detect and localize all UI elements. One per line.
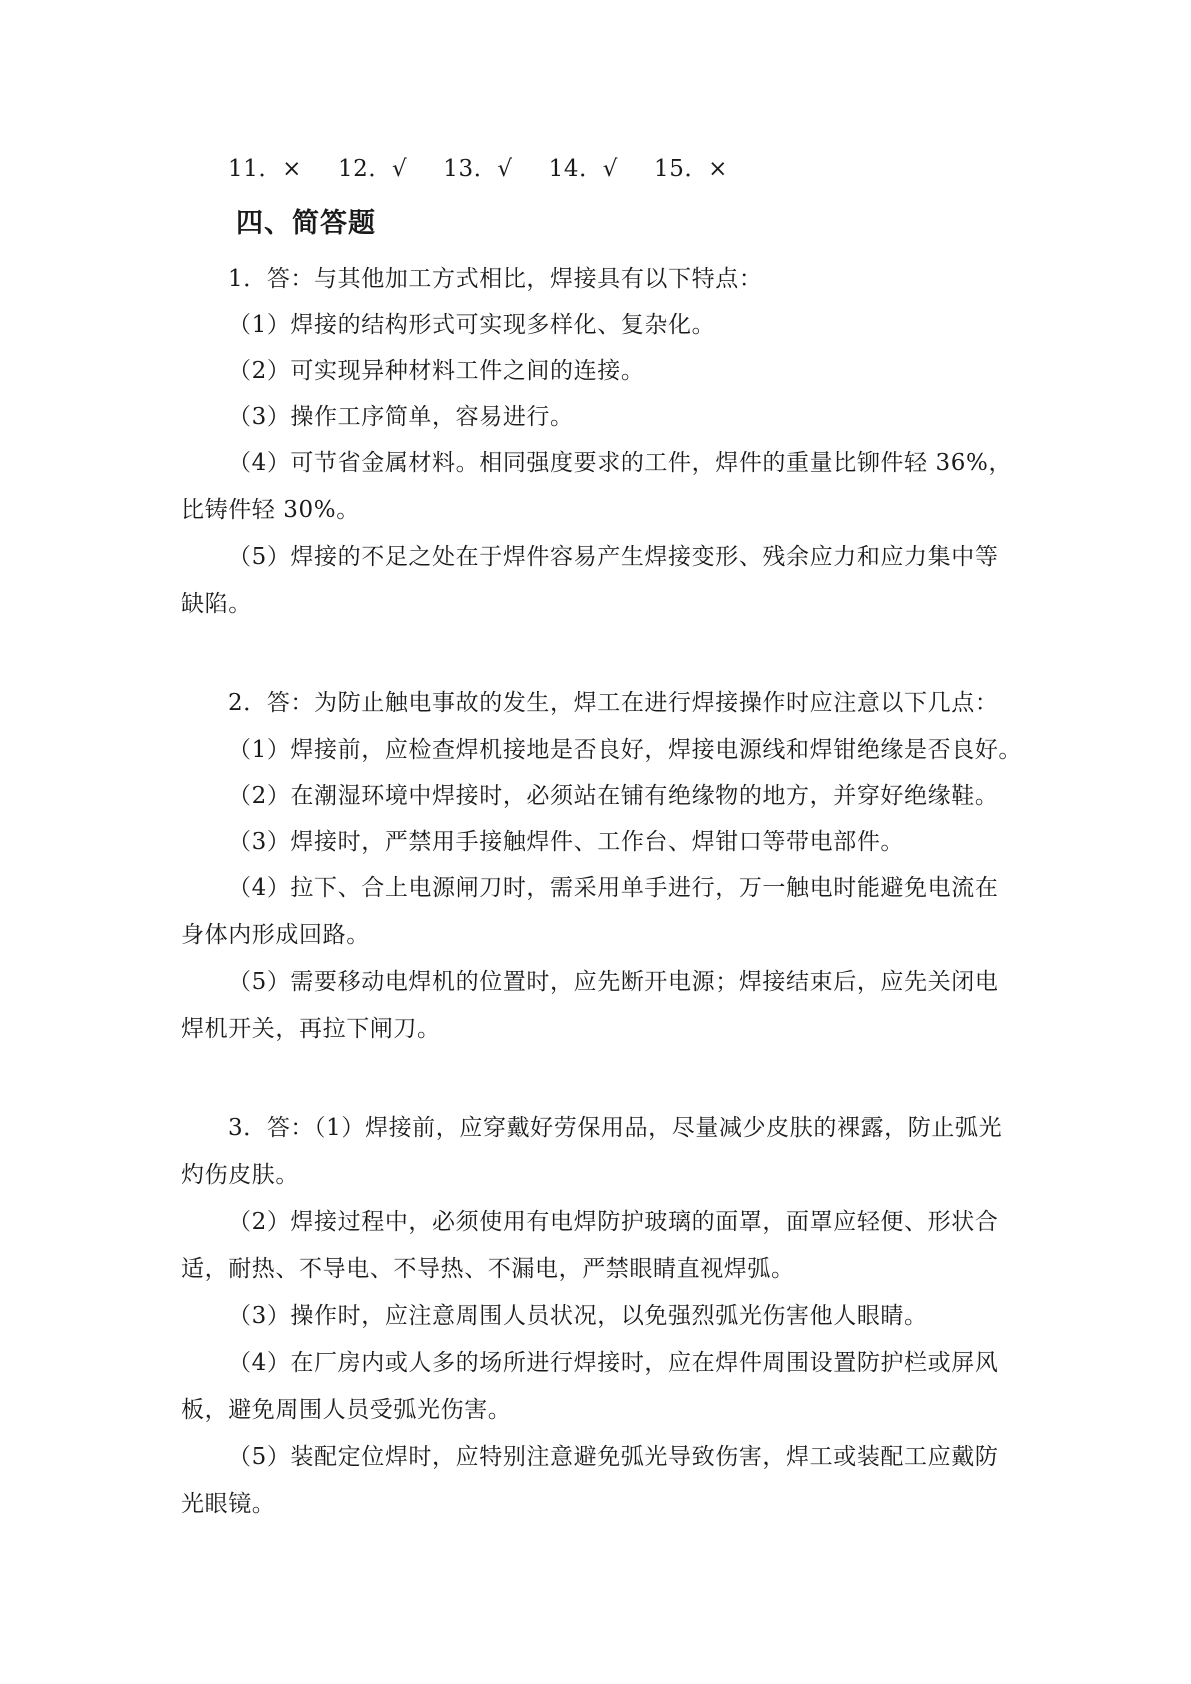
answer-mark: √ xyxy=(602,156,618,182)
answer-item xyxy=(549,145,618,193)
q3-point-5: （5）装配定位焊时，应特别注意避免弧光导致伤害，焊工或装配工应戴防 xyxy=(228,1444,999,1470)
answer-item xyxy=(228,145,302,193)
q2-point-5: （5）需要移动电焊机的位置时，应先断开电源；焊接结束后，应先关闭电 xyxy=(228,969,999,995)
answer-item xyxy=(443,145,512,193)
q3-point-5-cont: 光眼镜。 xyxy=(181,1491,276,1517)
q2-point-5-cont: 焊机开关，再拉下闸刀。 xyxy=(181,1016,441,1042)
q2-point-3: （3）焊接时，严禁用手接触焊件、工作台、焊钳口等带电部件。 xyxy=(228,829,905,855)
q3-point-4-cont: 板，避免周围人员受弧光伤害。 xyxy=(181,1397,512,1423)
q2-point-1: （1）焊接前，应检查焊机接地是否良好，焊接电源线和焊钳绝缘是否良好。 xyxy=(228,737,1023,763)
answer-mark: √ xyxy=(392,156,408,182)
q3-point-1: 3．答：（1）焊接前，应穿戴好劳保用品，尽量减少皮肤的裸露，防止弧光 xyxy=(228,1115,1003,1141)
q2-point-4-cont: 身体内形成回路。 xyxy=(181,922,370,948)
q3-point-1-cont: 灼伤皮肤。 xyxy=(181,1162,299,1188)
answer-mark: × xyxy=(282,156,302,182)
q3-point-2-cont: 适，耐热、不导电、不导热、不漏电，严禁眼睛直视焊弧。 xyxy=(181,1256,795,1282)
q2-point-2: （2）在潮湿环境中焊接时，必须站在铺有绝缘物的地方，并穿好绝缘鞋。 xyxy=(228,783,999,809)
q1-point-2: （2）可实现异种材料工件之间的连接。 xyxy=(228,358,645,384)
q1-point-5-cont: 缺陷。 xyxy=(181,591,252,617)
q1-point-4-cont: 比铸件轻 30%。 xyxy=(181,497,360,523)
answer-mark: √ xyxy=(497,156,513,182)
q3-point-2: （2）焊接过程中，必须使用有电焊防护玻璃的面罩，面罩应轻便、形状合 xyxy=(228,1209,999,1235)
answer-number: 11． xyxy=(228,156,283,182)
q1-intro: 1．答：与其他加工方式相比，焊接具有以下特点： xyxy=(228,266,763,292)
answer-number: 14． xyxy=(548,156,603,182)
q1-point-3: （3）操作工序简单，容易进行。 xyxy=(228,404,574,430)
answer-item xyxy=(338,145,407,193)
q3-point-3: （3）操作时，应注意周围人员状况，以免强烈弧光伤害他人眼睛。 xyxy=(228,1303,928,1329)
q2-point-4: （4）拉下、合上电源闸刀时，需采用单手进行，万一触电时能避免电流在 xyxy=(228,875,999,901)
q3-point-4: （4）在厂房内或人多的场所进行焊接时，应在焊件周围设置防护栏或屏风 xyxy=(228,1350,999,1376)
q1-point-1: （1）焊接的结构形式可实现多样化、复杂化。 xyxy=(228,312,716,338)
true-false-answers-row xyxy=(228,145,1068,193)
answer-number: 12． xyxy=(337,156,393,182)
answer-number: 13． xyxy=(443,156,498,182)
answer-mark: × xyxy=(708,156,728,182)
answer-item xyxy=(654,145,728,193)
q1-point-4: （4）可节省金属材料。相同强度要求的工件，焊件的重量比铆件轻 36%， xyxy=(228,450,1013,476)
section-title: 四、简答题 xyxy=(236,208,376,239)
q1-point-5: （5）焊接的不足之处在于焊件容易产生焊接变形、残余应力和应力集中等 xyxy=(228,544,999,570)
q2-intro: 2．答：为防止触电事故的发生，焊工在进行焊接操作时应注意以下几点： xyxy=(228,690,999,716)
answer-number: 15． xyxy=(653,156,709,182)
